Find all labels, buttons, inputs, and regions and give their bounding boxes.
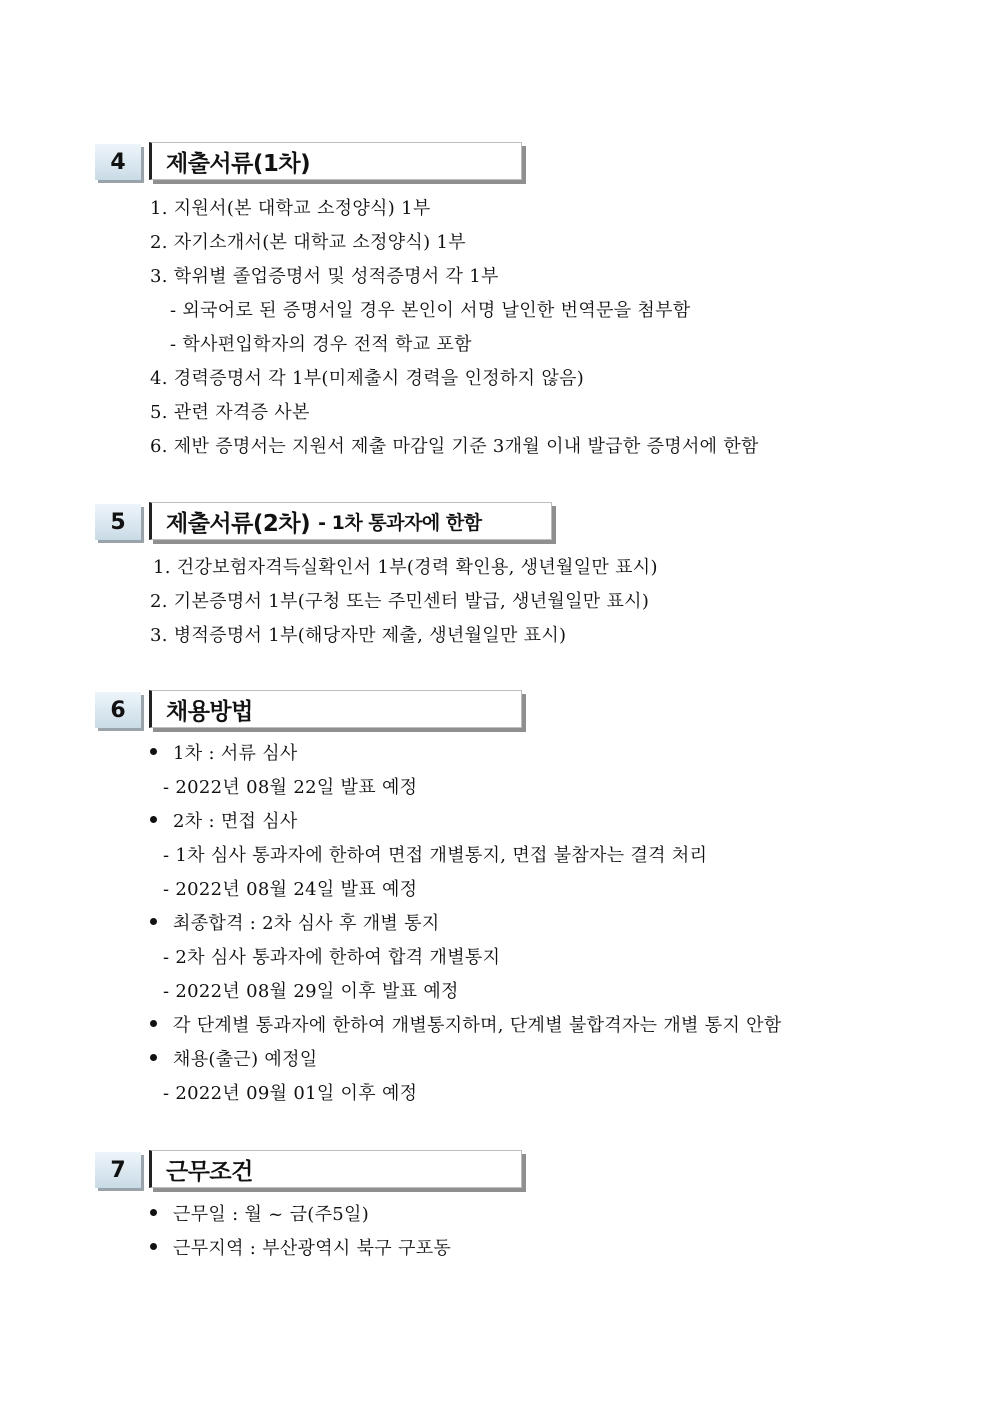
- list-item: 6. 제반 증명서는 지원서 제출 마감일 기준 3개월 이내 발급한 증명서에 한함: [150, 436, 759, 457]
- list-item: 1. 지원서(본 대학교 소정양식) 1부: [150, 198, 431, 219]
- list-item: 2차 : 면접 심사: [173, 811, 298, 832]
- list-item: 2. 기본증명서 1부(구청 또는 주민센터 발급, 생년월일만 표시): [150, 591, 650, 612]
- section-number-badge: 5: [95, 504, 141, 540]
- list-item: 최종합격 : 2차 심사 후 개별 통지: [173, 913, 440, 934]
- bullet-icon: [150, 1020, 157, 1027]
- bullet-icon: [150, 816, 157, 823]
- list-item: 5. 관련 자격증 사본: [150, 402, 310, 423]
- section-subtitle: - 1차 통과자에 한함: [318, 511, 482, 534]
- section-title: [149, 502, 552, 540]
- section-number-badge: 6: [95, 692, 141, 728]
- list-item: 근무일 : 월 ~ 금(주5일): [173, 1204, 370, 1225]
- section-title-text: 제출서류(1차): [166, 150, 311, 177]
- list-item: 2. 자기소개서(본 대학교 소정양식) 1부: [150, 232, 466, 253]
- list-item: 각 단계별 통과자에 한하여 개별통지하며, 단계별 불합격자는 개별 통지 안함: [173, 1015, 782, 1036]
- section-header-7: [95, 1150, 525, 1194]
- section-title: [149, 1150, 522, 1188]
- section-header-6: [95, 690, 525, 734]
- list-subitem: - 2022년 09월 01일 이후 예정: [163, 1083, 418, 1104]
- section-title-text: 채용방법: [166, 698, 253, 725]
- list-item: 근무지역 : 부산광역시 북구 구포동: [173, 1238, 452, 1259]
- section-title-text: 근무조건: [166, 1158, 253, 1185]
- list-item: 3. 학위별 졸업증명서 및 성적증명서 각 1부: [150, 266, 499, 287]
- list-item: 채용(출근) 예정일: [173, 1049, 318, 1070]
- bullet-icon: [150, 918, 157, 925]
- list-item: 4. 경력증명서 각 1부(미제출시 경력을 인정하지 않음): [150, 368, 585, 389]
- bullet-icon: [150, 1243, 157, 1250]
- list-item: 3. 병적증명서 1부(해당자만 제출, 생년월일만 표시): [150, 625, 567, 646]
- list-subitem: - 1차 심사 통과자에 한하여 면접 개별통지, 면접 불참자는 결격 처리: [163, 845, 708, 866]
- section-header-4: [95, 142, 525, 186]
- section-title-text: 제출서류(2차): [166, 510, 311, 537]
- section-title: [149, 142, 522, 180]
- section-number-badge: 7: [95, 1152, 141, 1188]
- section-number-badge: 4: [95, 144, 141, 180]
- list-item: 1차 : 서류 심사: [173, 743, 298, 764]
- list-item: 1. 건강보험자격득실확인서 1부(경력 확인용, 생년월일만 표시): [153, 557, 658, 578]
- bullet-icon: [150, 1054, 157, 1061]
- list-subitem: - 2022년 08월 24일 발표 예정: [163, 879, 418, 900]
- bullet-icon: [150, 1209, 157, 1216]
- list-subitem: - 학사편입학자의 경우 전적 학교 포함: [170, 334, 472, 355]
- section-title: [149, 690, 522, 728]
- bullet-icon: [150, 748, 157, 755]
- list-subitem: - 2차 심사 통과자에 한하여 합격 개별통지: [163, 947, 501, 968]
- list-subitem: - 2022년 08월 29일 이후 발표 예정: [163, 981, 459, 1002]
- section-header-5: [95, 502, 525, 546]
- list-subitem: - 2022년 08월 22일 발표 예정: [163, 777, 418, 798]
- list-subitem: - 외국어로 된 증명서일 경우 본인이 서명 날인한 번역문을 첨부함: [170, 300, 691, 321]
